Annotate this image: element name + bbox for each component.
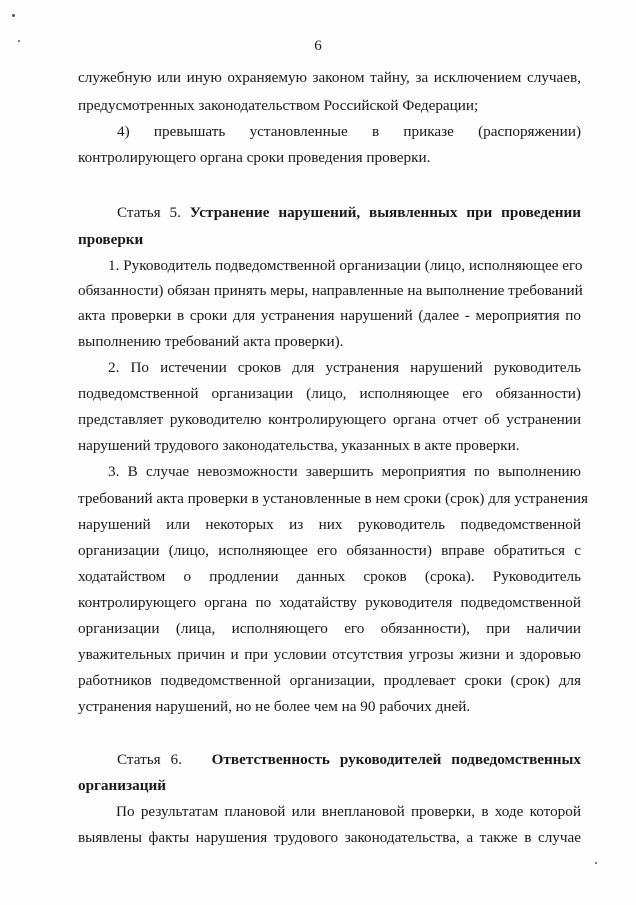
article-6-title: Ответственность руководителей подведомственных <box>211 751 581 768</box>
text-line: контролирующего органа сроки проведения проверки. <box>78 149 431 166</box>
article-6-heading <box>117 750 581 770</box>
text-line: 1. Руководитель подведомственной организации (лицо, исполняющее его <box>108 257 583 274</box>
text-line: подведомственной организации (лицо, исполняющее его обязанности) <box>78 385 581 402</box>
scan-speck <box>595 862 597 864</box>
text-line: 4) превышать установленные в приказе (распоряжении) <box>117 123 581 140</box>
article-6-prefix: Статья 6. <box>117 751 182 768</box>
text-line: ходатайством о продлении данных сроков (срока). Руководитель <box>78 568 581 585</box>
text-line: выполнению требований акта проверки). <box>78 333 344 350</box>
article-5-prefix: Статья 5. <box>117 204 181 221</box>
article-5-title-cont: проверки <box>78 231 144 248</box>
text-line: служебную или иную охраняемую законом тайну, за исключением случаев, <box>78 69 581 86</box>
scan-speck <box>12 14 15 17</box>
text-line: 2. По истечении сроков для устранения нарушений руководитель <box>108 359 581 376</box>
page-number: 6 <box>314 38 322 54</box>
text-line: нарушений или некоторых из них руководитель подведомственной <box>78 516 581 533</box>
text-line: организации (лица, исполняющего его обязанности), при наличии <box>78 620 581 637</box>
text-line: обязанности) обязан принять меры, направленные на выполнение требований <box>78 282 583 299</box>
article-6-title-cont: организаций <box>78 777 166 794</box>
text-line: уважительных причин и при условии отсутствия угрозы жизни и здоровью <box>78 646 581 663</box>
text-line: устранения нарушений, но не более чем на 90 рабочих дней. <box>78 698 471 715</box>
text-line: представляет руководителю контролирующего органа отчет об устранении <box>78 411 581 428</box>
text-line: предусмотренных законодательством Российской Федерации; <box>78 97 479 114</box>
text-line: работников подведомственной организации, продлевает сроки (срок) для <box>78 672 581 689</box>
text-line: нарушений трудового законодательства, указанных в акте проверки. <box>78 437 520 454</box>
text-line: организации (лицо, исполняющее его обязанности) вправе обратиться с <box>78 542 581 559</box>
text-line: акта проверки в сроки для устранения нарушений (далее - мероприятия по <box>78 307 581 324</box>
article-5-heading <box>117 203 581 223</box>
text-line: 3. В случае невозможности завершить мероприятия по выполнению <box>108 463 581 480</box>
text-line: выявлены факты нарушения трудового законодательства, а также в случае <box>78 829 581 846</box>
text-line: требований акта проверки в установленные в нем сроки (срок) для устранения <box>78 490 588 507</box>
text-line: контролирующего органа по ходатайству руководителя подведомственной <box>78 594 581 611</box>
article-5-title: Устранение нарушений, выявленных при проведении <box>189 204 582 221</box>
text-line: По результатам плановой или внеплановой проверки, в ходе которой <box>116 803 581 820</box>
